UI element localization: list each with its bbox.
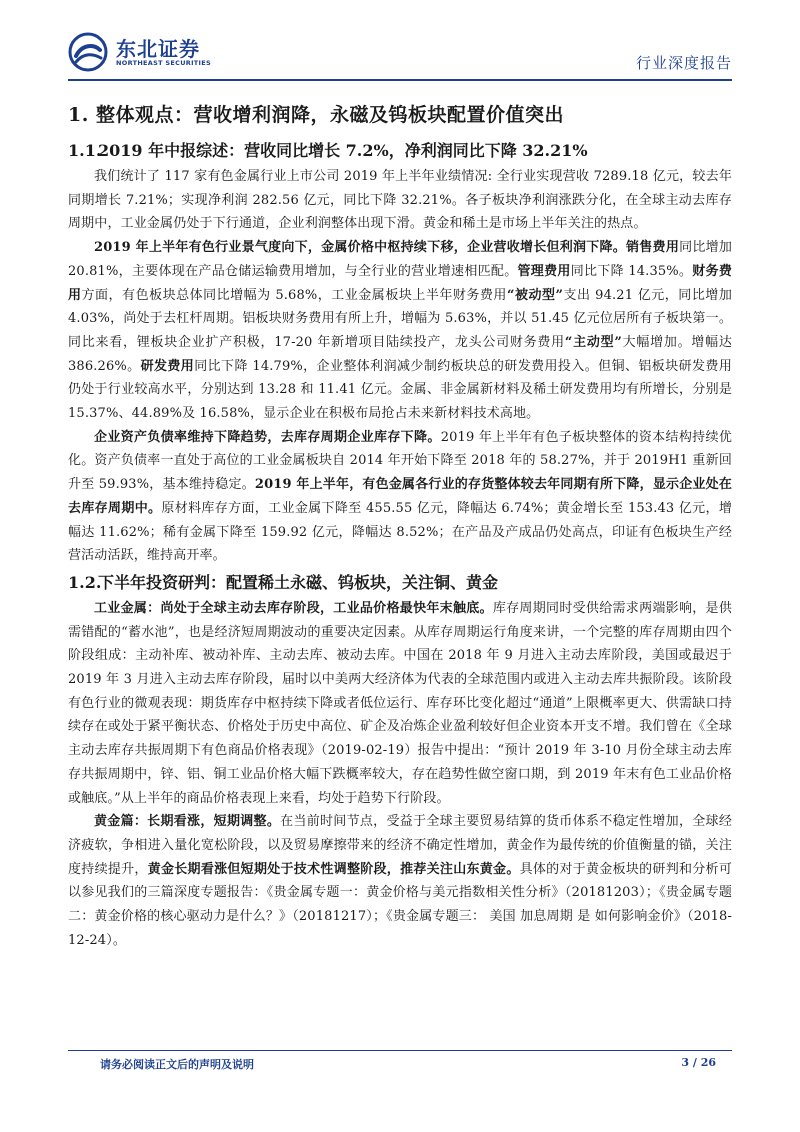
logo-icon	[68, 32, 108, 72]
page-number: 3 / 26	[681, 1056, 716, 1069]
paragraph-text: 同比下降 14.79%，企业整体利润减少制约板块总的研发费用投入。但铜、铝板块研发费用仍处于行业较高水平，分别达到 13.28 和 11.41 亿元。金属、非金属新材料及稀土研发费用均有所增长，分别是 15.37%、44.89%及 16.58%，显示企业在积极布局抢占未来新材料技术高地。	[68, 358, 732, 422]
paragraph-text: 支出 94.21 亿元，同比增加 4.03%，尚处于去杠杆周期。铝板块财务费用有所上升，增幅为 5.63%，并以 51.45 亿元位居所有子板块第一。同比来看，锂板块企业扩产积极，17-20 年新增项目陆续投产，龙头公司财务费用	[68, 287, 733, 350]
paragraph-lead: 工业金属：尚处于全球主动去库存阶段，工业品价格最快年末触底。	[94, 600, 493, 616]
paragraph-expenses	[68, 236, 732, 426]
paragraph-industrial-metals	[68, 597, 732, 810]
bold-term: “主动型”	[564, 334, 622, 350]
paragraph-gold	[68, 810, 732, 952]
paragraph-text: 库存周期同时受供给需求两端影响，是供需错配的“蓄水池”，也是经济短周期波动的重要决定因素。从库存周期运行角度来讲，一个完整的库存周期由四个阶段组成：主动补库、被动补库、主动去库、被动去库。中国在 2018 年 9 月进入主动去库阶段，美国或最迟于 2019 年 3 月进入主动去库存阶段，届时以中美两大经济体为代表的全球范围内或进入主动去库共振阶段。该阶段有色行业的微观表现：期货库存中枢持续下降或者低位运行、库存环比变化超过“通道”上限概率更大、供需缺口持续存在或处于紧平衡状态、价格处于历史中高位、矿企及冶炼企业盈利较好但企业资本开支不增。我们曾在《全球主动去库存共振周期下有色商品价格表现》（2019-02-19）报告中提出：“预计 2019 年 3-10 月份全球主动去库存共振周期中，锌、铝、铜工业品价格大幅下跌概率较大，存在趋势性做空窗口期，到 2019 年末有色工业品价格或触底。”从上半年的商品价格表现上来看，均处于趋势下行阶段。	[68, 600, 732, 806]
paragraph-text: 原材料库存方面，工业金属下降至 455.55 亿元，降幅达 6.74%；黄金增长至 153.43 亿元，增幅达 11.62%；稀有金属下降至 159.92 亿元，降幅达 8.52%；在产品及产成品仍处高点，印证有色板块生产经营活动活跃，维持高开率。	[68, 500, 732, 564]
report-type-label: 行业深度报告	[635, 54, 732, 72]
paragraph-text: 方面，有色板块总体同比增幅为 5.68%，工业金属板块上半年财务费用	[81, 287, 507, 303]
header-divider	[68, 79, 732, 81]
footer-divider	[68, 1050, 732, 1051]
section-1-2-heading	[68, 570, 732, 593]
bold-term: 黄金长期看涨但短期处于技术性调整阶段，推荐关注山东黄金。	[147, 861, 520, 877]
paragraph-text: 2019 年上半年有色子板块整体的资本结构持续优化。资产负债率一直处于高位的工业金属板块自 2014 年开始下降至 2018 年的 58.27%，并于 2019H1 重新回升至 59.93%，基本维持稳定。	[68, 429, 732, 493]
logo-name-en: NORTHEAST SECURITIES	[116, 59, 211, 67]
section-1-2-title: 下半年投资研判：配置稀土永磁、钨板块，关注铜、黄金	[98, 572, 499, 592]
bold-term: 销售费用	[626, 240, 680, 256]
logo-name-cn: 东北证券	[116, 37, 200, 61]
paragraph-text: 同比增加 20.81%，主要体现在产品仓储运输费用增加，与全行业的营业增速相匹配。	[68, 240, 732, 279]
paragraph-text: 大幅增加。增幅达 386.26%。	[68, 334, 732, 374]
bold-term: 2019 年上半年，有色金属各行业的存货整体较去年同期有所下降，显示企业处在去库存周期中。	[68, 477, 732, 516]
section-1-1-title: 2019 年中报综述：营收同比增长 7.2%，净利润同比下降 32.21%	[98, 141, 588, 160]
paragraph-lead: 2019 年上半年有色行业景气度向下，金属价格中枢持续下移，企业营收增长但利润下降。	[94, 240, 627, 256]
paragraph-text: 具体的对于黄金板块的研判和分析可以参见我们的三篇深度专题报告：《贵金属专题一：黄金价格与美元指数相关性分析》（20181203）；《贵金属专题二：黄金价格的核心驱动力是什么？》（20181217）；《贵金属专题三： 美国 加息周期 是 如何影响金价》（2018-12-24）。	[68, 861, 732, 948]
paragraph-overview: 我们统计了 117 家有色金属行业上市公司 2019 年上半年业绩情况: 全行业实现营收 7289.18 亿元，较去年同期增长 7.21%；实现净利润 282.56 亿元，同比下降 32.21%。各子板块净利润涨跌分化，在全球主动去库存周期中，工业金属仍处于下行通道，企业利润整体出现下滑。黄金和稀土是市场上半年关注的热点。	[68, 169, 732, 232]
bold-term: 财务费用	[68, 263, 732, 303]
section-1-1-heading	[68, 138, 732, 161]
bold-term: 管理费用	[517, 263, 571, 279]
company-logo	[68, 32, 238, 76]
disclaimer-note: 请务必阅读正文后的声明及说明	[100, 1058, 254, 1071]
paragraph-text: 同比下降 14.35%。	[570, 263, 693, 279]
section-1-1-number: 1.1.	[68, 141, 102, 160]
bold-term: “被动型”	[506, 287, 564, 303]
section-1-heading: 1. 整体观点：营收增利润降，永磁及钨板块配置价值突出	[68, 104, 564, 126]
bold-term: 研发费用	[140, 358, 195, 374]
page-header	[68, 28, 732, 80]
paragraph-lead: 黄金篇：长期看涨，短期调整。	[94, 814, 281, 830]
section-1-2-number: 1.2.	[68, 572, 102, 592]
paragraph-lead: 企业资产负债率维持下降趋势，去库存周期企业库存下降。	[94, 429, 441, 445]
paragraph-text: 在当前时间节点，受益于全球主要贸易结算的货币体系不稳定性增加，全球经济疲软，争相进入量化宽松阶段，以及贸易摩擦带来的经济不确定性增加，黄金作为最传统的价值衡量的锚，关注度持续提升，	[68, 814, 732, 877]
document-body	[68, 100, 732, 953]
paragraph-balance-sheet	[68, 426, 732, 568]
